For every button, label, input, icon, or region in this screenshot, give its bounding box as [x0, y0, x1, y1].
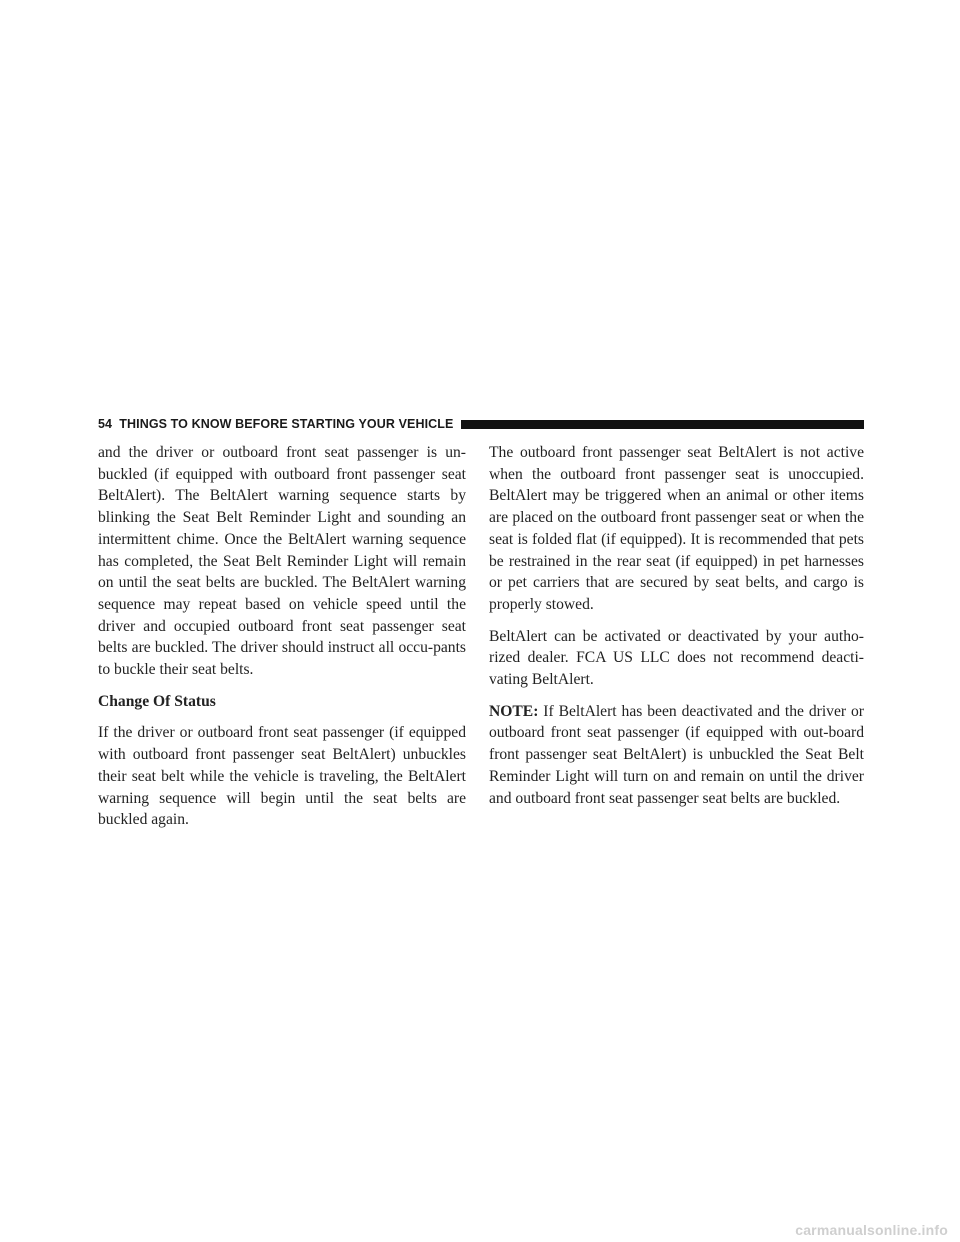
- left-column: [98, 442, 466, 841]
- body-paragraph: If the driver or outboard front seat passenger (if equipped with outboard front passenger seat BeltAlert) unbuckles their seat belt while the vehicle is traveling, the BeltAlert warning sequence will begin until the seat belts are buckled again.: [98, 724, 466, 829]
- body-paragraph: and the driver or outboard front seat passenger is un-buckled (if equipped with outboard front passenger seat BeltAlert). The BeltAlert warning sequence starts by blinking the Seat Belt Reminder Light and sounding an intermittent chime. Once the BeltAlert warning sequence has completed, the Seat Belt Reminder Light will remain on until the seat belts are buckled. The BeltAlert warning sequence may repeat based on vehicle speed until the driver and occupied outboard front seat passenger seat belts are buckled. The driver should instruct all occu-pants to buckle their seat belts.: [98, 444, 466, 679]
- header-text: [98, 417, 461, 431]
- body-paragraph: The outboard front passenger seat BeltAlert is not active when the outboard front passenger seat is unoccupied. BeltAlert may be triggered when an animal or other items are placed on the outboard front passenger seat or when the seat is folded flat (if equipped). It is recommended that pets be restrained in the rear seat (if equipped) in pet harnesses or pet carriers that are secured by seat belts, and cargo is properly stowed.: [489, 444, 864, 613]
- watermark: carmanualsonline.info: [795, 1222, 948, 1238]
- subheading-change-of-status: Change Of Status: [98, 692, 216, 710]
- note-text: If BeltAlert has been deactivated and the driver or outboard front seat passenger (if equipped with out-board front passenger seat BeltAlert) is unbuckled the Seat Belt Reminder Light will turn on and remain on until the driver and outboard front seat passenger seat belts are buckled.: [489, 702, 864, 807]
- note-paragraph: [489, 701, 864, 810]
- page-header: [98, 416, 864, 432]
- page-number: 54: [98, 417, 113, 431]
- header-rule: [461, 420, 864, 429]
- note-label: NOTE:: [489, 702, 539, 720]
- section-title: THINGS TO KNOW BEFORE STARTING YOUR VEHICLE: [119, 417, 454, 431]
- body-paragraph: BeltAlert can be activated or deactivated by your autho-rized dealer. FCA US LLC does not recommend deacti-vating BeltAlert.: [489, 627, 864, 689]
- right-column: [489, 442, 864, 819]
